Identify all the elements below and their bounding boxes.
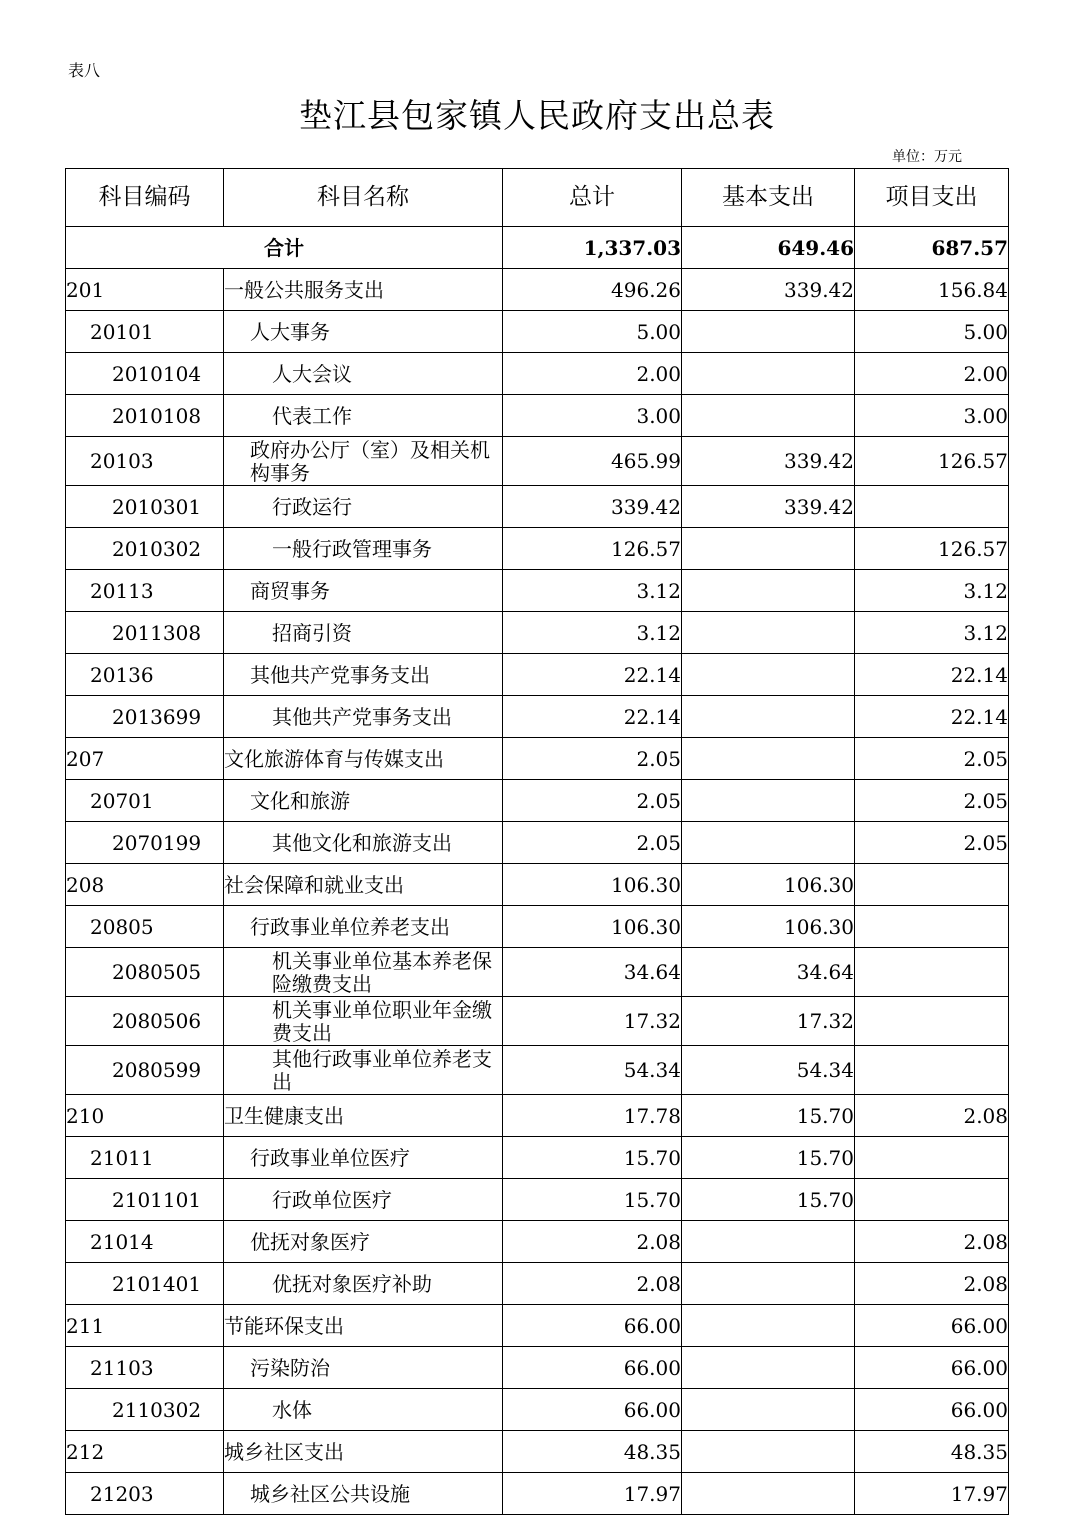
row-project: 2.08 — [855, 1221, 1009, 1263]
row-basic: 15.70 — [682, 1179, 855, 1221]
row-basic — [682, 1305, 855, 1347]
row-total: 3.12 — [503, 570, 682, 612]
row-project: 22.14 — [855, 654, 1009, 696]
row-basic — [682, 353, 855, 395]
row-project: 5.00 — [855, 311, 1009, 353]
row-basic — [682, 612, 855, 654]
row-project — [855, 948, 1009, 997]
table-row — [66, 1473, 1009, 1515]
row-name: 优抚对象医疗补助 — [224, 1263, 503, 1305]
row-basic — [682, 1347, 855, 1389]
row-total: 2.05 — [503, 738, 682, 780]
table-row — [66, 1095, 1009, 1137]
row-basic: 106.30 — [682, 864, 855, 906]
row-name: 城乡社区支出 — [224, 1431, 503, 1473]
row-project — [855, 486, 1009, 528]
table-row — [66, 1179, 1009, 1221]
row-name: 污染防治 — [224, 1347, 503, 1389]
table-row — [66, 864, 1009, 906]
row-basic — [682, 1431, 855, 1473]
row-basic: 54.34 — [682, 1046, 855, 1095]
table-row — [66, 906, 1009, 948]
row-total: 66.00 — [503, 1389, 682, 1431]
row-name: 商贸事务 — [224, 570, 503, 612]
row-code: 2010108 — [66, 395, 224, 437]
row-project: 2.00 — [855, 353, 1009, 395]
row-name: 行政事业单位医疗 — [224, 1137, 503, 1179]
row-basic — [682, 311, 855, 353]
row-total: 66.00 — [503, 1305, 682, 1347]
row-name: 行政单位医疗 — [224, 1179, 503, 1221]
row-total: 2.05 — [503, 822, 682, 864]
table-row — [66, 738, 1009, 780]
table-number-label: 表八 — [68, 61, 101, 80]
row-basic — [682, 1221, 855, 1263]
row-name: 城乡社区公共设施 — [224, 1473, 503, 1515]
table-row — [66, 269, 1009, 311]
row-project — [855, 1046, 1009, 1095]
row-name: 其他共产党事务支出 — [224, 696, 503, 738]
row-total: 54.34 — [503, 1046, 682, 1095]
row-name: 机关事业单位职业年金缴费支出 — [224, 997, 503, 1046]
row-total: 106.30 — [503, 906, 682, 948]
row-code: 21011 — [66, 1137, 224, 1179]
row-basic: 339.42 — [682, 486, 855, 528]
row-total: 15.70 — [503, 1179, 682, 1221]
row-code: 2080505 — [66, 948, 224, 997]
page-title: 垫江县包家镇人民政府支出总表 — [299, 96, 775, 135]
row-code: 211 — [66, 1305, 224, 1347]
row-code: 2010104 — [66, 353, 224, 395]
row-name: 文化和旅游 — [224, 780, 503, 822]
row-code: 2070199 — [66, 822, 224, 864]
row-basic — [682, 738, 855, 780]
row-name: 卫生健康支出 — [224, 1095, 503, 1137]
row-total: 126.57 — [503, 528, 682, 570]
row-name: 水体 — [224, 1389, 503, 1431]
row-name: 其他行政事业单位养老支出 — [224, 1046, 503, 1095]
row-total: 17.97 — [503, 1473, 682, 1515]
row-basic: 339.42 — [682, 269, 855, 311]
row-total: 34.64 — [503, 948, 682, 997]
row-name: 行政事业单位养老支出 — [224, 906, 503, 948]
row-project: 126.57 — [855, 437, 1009, 486]
row-basic — [682, 1473, 855, 1515]
header-name: 科目名称 — [224, 169, 503, 227]
table-row — [66, 696, 1009, 738]
unit-label: 单位：万元 — [892, 149, 962, 165]
row-total: 22.14 — [503, 696, 682, 738]
row-total: 2.00 — [503, 353, 682, 395]
row-project: 2.08 — [855, 1095, 1009, 1137]
row-code: 2080506 — [66, 997, 224, 1046]
row-basic: 15.70 — [682, 1095, 855, 1137]
table-row — [66, 1263, 1009, 1305]
row-name: 代表工作 — [224, 395, 503, 437]
row-name: 其他文化和旅游支出 — [224, 822, 503, 864]
row-project: 17.97 — [855, 1473, 1009, 1515]
row-name: 人大事务 — [224, 311, 503, 353]
row-project: 3.12 — [855, 570, 1009, 612]
row-project: 66.00 — [855, 1347, 1009, 1389]
row-total: 2.08 — [503, 1263, 682, 1305]
row-code: 2010302 — [66, 528, 224, 570]
row-code: 2101101 — [66, 1179, 224, 1221]
row-basic: 15.70 — [682, 1137, 855, 1179]
table-row — [66, 353, 1009, 395]
total-label: 合计 — [66, 227, 503, 269]
row-basic: 106.30 — [682, 906, 855, 948]
row-name: 行政运行 — [224, 486, 503, 528]
row-total: 48.35 — [503, 1431, 682, 1473]
row-total: 17.78 — [503, 1095, 682, 1137]
table-row — [66, 437, 1009, 486]
row-project: 156.84 — [855, 269, 1009, 311]
table-row — [66, 997, 1009, 1046]
header-project: 项目支出 — [855, 169, 1009, 227]
row-code: 2013699 — [66, 696, 224, 738]
row-code: 2011308 — [66, 612, 224, 654]
row-basic — [682, 1263, 855, 1305]
row-project: 66.00 — [855, 1305, 1009, 1347]
row-name: 招商引资 — [224, 612, 503, 654]
row-code: 20701 — [66, 780, 224, 822]
row-code: 21014 — [66, 1221, 224, 1263]
total-project: 687.57 — [855, 227, 1009, 269]
row-name: 机关事业单位基本养老保险缴费支出 — [224, 948, 503, 997]
row-total: 15.70 — [503, 1137, 682, 1179]
row-code: 2080599 — [66, 1046, 224, 1095]
row-name: 文化旅游体育与传媒支出 — [224, 738, 503, 780]
row-total: 22.14 — [503, 654, 682, 696]
row-code: 212 — [66, 1431, 224, 1473]
table-row — [66, 311, 1009, 353]
row-name: 其他共产党事务支出 — [224, 654, 503, 696]
table-row — [66, 1046, 1009, 1095]
header-code: 科目编码 — [66, 169, 224, 227]
row-basic: 34.64 — [682, 948, 855, 997]
row-project: 2.05 — [855, 780, 1009, 822]
row-code: 2110302 — [66, 1389, 224, 1431]
table-header-row — [66, 169, 1009, 227]
row-project: 2.05 — [855, 822, 1009, 864]
row-basic — [682, 654, 855, 696]
row-basic — [682, 696, 855, 738]
row-project: 3.00 — [855, 395, 1009, 437]
table-row — [66, 1431, 1009, 1473]
table-row — [66, 528, 1009, 570]
table-row — [66, 1137, 1009, 1179]
row-total: 17.32 — [503, 997, 682, 1046]
row-name: 人大会议 — [224, 353, 503, 395]
row-name: 节能环保支出 — [224, 1305, 503, 1347]
row-basic — [682, 528, 855, 570]
row-code: 2101401 — [66, 1263, 224, 1305]
row-basic — [682, 780, 855, 822]
table-row — [66, 1389, 1009, 1431]
row-name: 社会保障和就业支出 — [224, 864, 503, 906]
row-project: 2.05 — [855, 738, 1009, 780]
table-row — [66, 1221, 1009, 1263]
row-code: 207 — [66, 738, 224, 780]
row-basic — [682, 570, 855, 612]
row-code: 210 — [66, 1095, 224, 1137]
row-total: 496.26 — [503, 269, 682, 311]
row-basic: 17.32 — [682, 997, 855, 1046]
row-code: 21103 — [66, 1347, 224, 1389]
table-row — [66, 654, 1009, 696]
expenditure-table — [65, 168, 1009, 1515]
row-total: 2.05 — [503, 780, 682, 822]
table-row — [66, 570, 1009, 612]
row-basic — [682, 1389, 855, 1431]
row-basic — [682, 395, 855, 437]
row-total: 339.42 — [503, 486, 682, 528]
row-project — [855, 864, 1009, 906]
table-row — [66, 822, 1009, 864]
row-total: 2.08 — [503, 1221, 682, 1263]
row-basic: 339.42 — [682, 437, 855, 486]
row-code: 201 — [66, 269, 224, 311]
header-basic: 基本支出 — [682, 169, 855, 227]
row-project — [855, 997, 1009, 1046]
table-row — [66, 1347, 1009, 1389]
table-row — [66, 486, 1009, 528]
row-project: 22.14 — [855, 696, 1009, 738]
row-name: 优抚对象医疗 — [224, 1221, 503, 1263]
table-row — [66, 780, 1009, 822]
row-name: 一般公共服务支出 — [224, 269, 503, 311]
row-basic — [682, 822, 855, 864]
row-total: 3.00 — [503, 395, 682, 437]
row-project: 3.12 — [855, 612, 1009, 654]
row-code: 2010301 — [66, 486, 224, 528]
row-project — [855, 1137, 1009, 1179]
row-project: 2.08 — [855, 1263, 1009, 1305]
table-row — [66, 1305, 1009, 1347]
row-project — [855, 906, 1009, 948]
row-name: 政府办公厅（室）及相关机构事务 — [224, 437, 503, 486]
row-total: 66.00 — [503, 1347, 682, 1389]
row-code: 20113 — [66, 570, 224, 612]
row-project: 66.00 — [855, 1389, 1009, 1431]
row-total: 3.12 — [503, 612, 682, 654]
total-basic: 649.46 — [682, 227, 855, 269]
row-code: 20101 — [66, 311, 224, 353]
row-code: 20136 — [66, 654, 224, 696]
row-total: 5.00 — [503, 311, 682, 353]
row-code: 21203 — [66, 1473, 224, 1515]
table-row — [66, 395, 1009, 437]
row-code: 20103 — [66, 437, 224, 486]
total-sum: 1,337.03 — [503, 227, 682, 269]
row-code: 20805 — [66, 906, 224, 948]
row-total: 465.99 — [503, 437, 682, 486]
row-project: 48.35 — [855, 1431, 1009, 1473]
row-total: 106.30 — [503, 864, 682, 906]
header-total: 总计 — [503, 169, 682, 227]
table-row — [66, 612, 1009, 654]
row-name: 一般行政管理事务 — [224, 528, 503, 570]
total-row — [66, 227, 1009, 269]
row-code: 208 — [66, 864, 224, 906]
table-row — [66, 948, 1009, 997]
row-project: 126.57 — [855, 528, 1009, 570]
row-project — [855, 1179, 1009, 1221]
